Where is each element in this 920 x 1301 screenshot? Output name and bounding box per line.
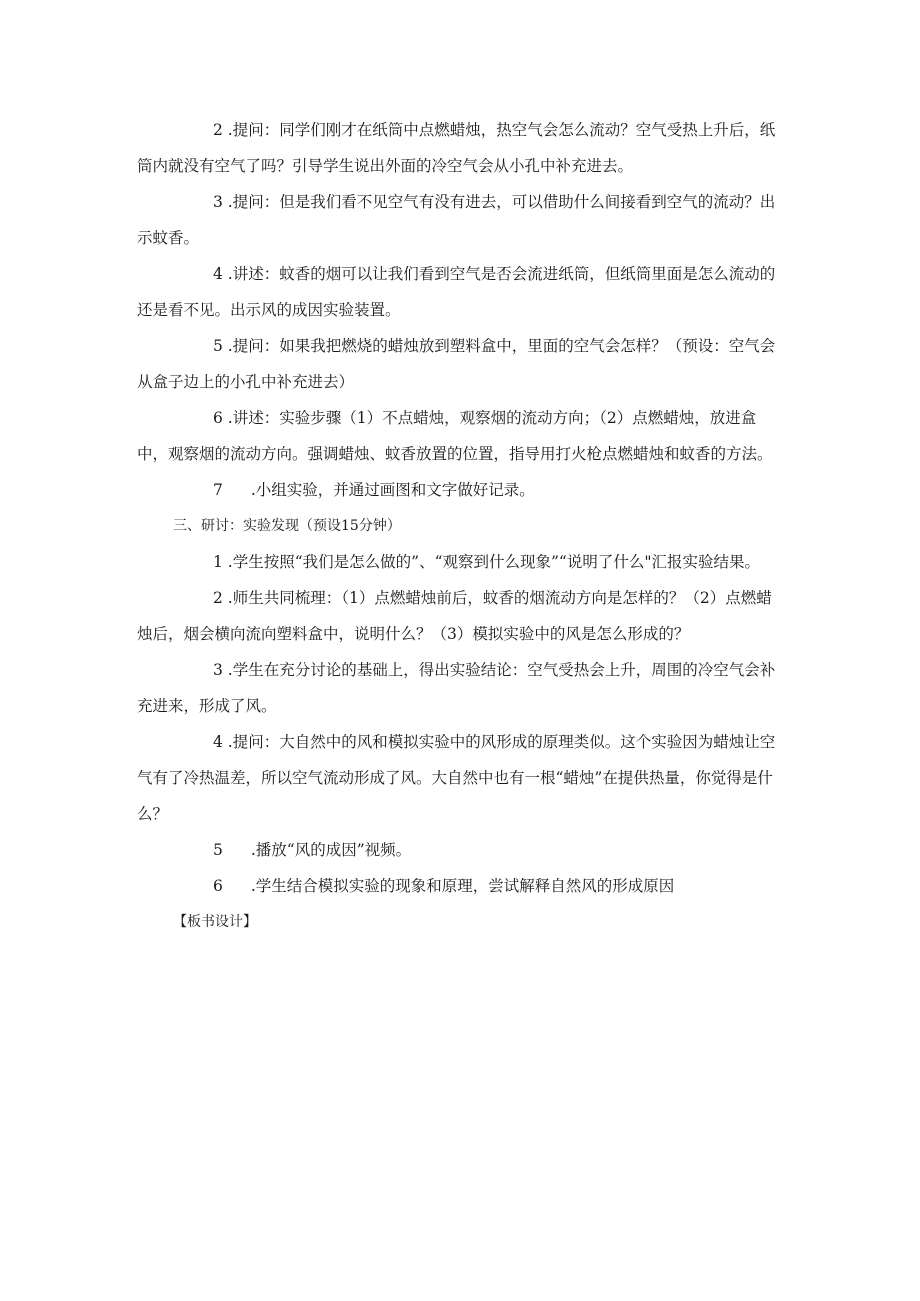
document-page: [137, 112, 787, 940]
paragraph-number: 3: [213, 193, 223, 211]
paragraph-text: .提问：但是我们看不见空气有没有进去，可以借助什么间接看到空气的流动？出示蚊香。: [137, 193, 776, 247]
paragraph-text: .讲述：实验步骤（1）不点蜡烛，观察烟的流动方向；（2）点燃蜡烛，放进盒中，观察烟的流动方向。强调蜡烛、蚊香放置的位置，指导用打火枪点燃蜡烛和蚊香的方法。: [137, 409, 773, 463]
paragraph-a-3: [137, 184, 787, 256]
paragraph-number: 5: [213, 337, 223, 355]
paragraph-number: 4: [213, 733, 223, 751]
paragraph-number: 2: [213, 121, 223, 139]
paragraph-number: 1: [213, 553, 223, 571]
paragraph-number: 5: [213, 841, 223, 859]
paragraph-b-6: [137, 868, 787, 904]
paragraph-text: .学生结合模拟实验的现象和原理，尝试解释自然风的形成原因: [250, 877, 675, 895]
paragraph-a-6: [137, 400, 787, 472]
paragraph-text: .提问：如果我把燃烧的蜡烛放到塑料盒中，里面的空气会怎样？（预设：空气会从盒子边上的小孔中补充进去）: [137, 337, 776, 391]
paragraph-number: 6: [213, 409, 223, 427]
paragraph-number: 3: [213, 661, 223, 679]
paragraph-number: 2: [213, 589, 223, 607]
paragraph-text: .提问：同学们刚才在纸筒中点燃蜡烛，热空气会怎么流动？空气受热上升后，纸筒内就没有空气了吗？引导学生说出外面的冷空气会从小孔中补充进去。: [137, 121, 776, 175]
paragraph-b-1: [137, 544, 787, 580]
paragraph-7: [137, 472, 787, 508]
paragraph-text: .讲述：蚊香的烟可以让我们看到空气是否会流进纸筒，但纸筒里面是怎么流动的还是看不见。出示风的成因实验装置。: [137, 265, 776, 319]
paragraph-text: .提问：大自然中的风和模拟实验中的风形成的原理类似。这个实验因为蜡烛让空气有了冷热温差，所以空气流动形成了风。大自然中也有一根“蜡烛”在提供热量，你觉得是什么？: [137, 733, 776, 823]
paragraph-text: .学生按照“我们是怎么做的”、“观察到什么现象”“说明了什么"汇报实验结果。: [222, 553, 760, 571]
paragraph-a-5: [137, 328, 787, 400]
paragraph-text: .播放“风的成因”视频。: [250, 841, 412, 859]
paragraph-a-2: [137, 112, 787, 184]
paragraph-text: .学生在充分讨论的基础上，得出实验结论：空气受热会上升，周围的冷空气会补充进来，形成了风。: [137, 661, 776, 715]
paragraph-b-3: [137, 652, 787, 724]
paragraph-a-4: [137, 256, 787, 328]
paragraph-number: 4: [213, 265, 223, 283]
board-design-title: 【板书设计】: [173, 914, 257, 930]
paragraph-number: 7: [213, 481, 223, 499]
paragraph-b-5: [137, 832, 787, 868]
paragraph-number: 6: [213, 877, 223, 895]
paragraph-b-4: [137, 724, 787, 832]
section-heading: 三、研讨：实验发现（预设15分钟）: [173, 518, 401, 534]
paragraph-b-2: [137, 580, 787, 652]
paragraph-text: .小组实验，并通过画图和文字做好记录。: [250, 481, 535, 499]
paragraph-text: .师生共同梳理：（1）点燃蜡烛前后，蚊香的烟流动方向是怎样的？（2）点燃蜡烛后，烟会横向流向塑料盒中，说明什么？（3）模拟实验中的风是怎么形成的？: [137, 589, 772, 643]
